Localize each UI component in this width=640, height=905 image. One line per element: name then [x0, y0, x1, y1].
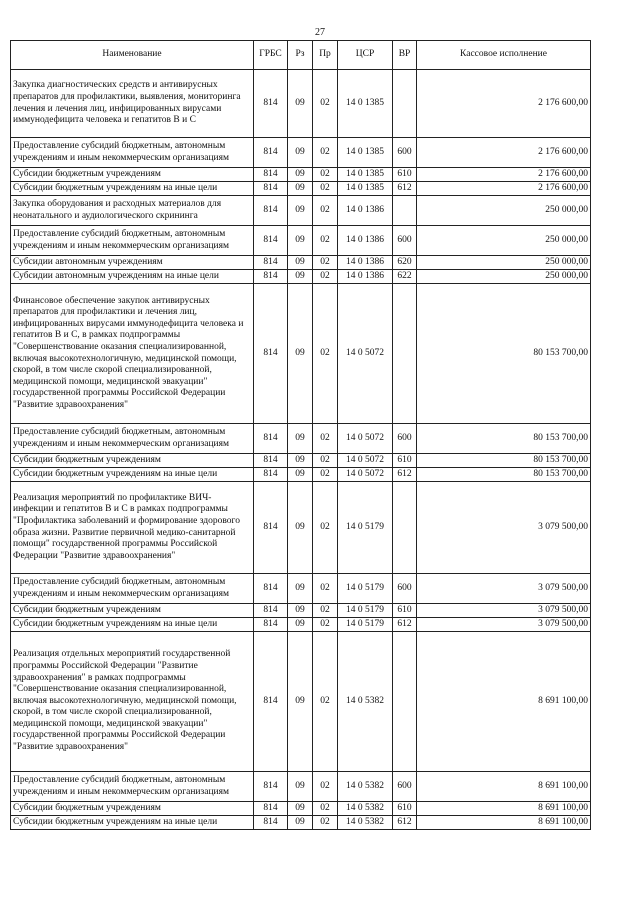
table-row [11, 632, 591, 772]
cell-csr: 14 0 1385 [338, 168, 393, 182]
cell-vr: 600 [393, 424, 417, 454]
cell-name: Субсидии бюджетным учреждениям [11, 802, 254, 816]
cell-rz: 09 [288, 468, 313, 482]
table-row [11, 574, 591, 604]
page-number: 27 [315, 27, 325, 38]
cell-grbs: 814 [254, 772, 288, 802]
cell-rz: 09 [288, 604, 313, 618]
table-row [11, 468, 591, 482]
cell-name: Реализация отдельных мероприятий государственной программы Российской Федерации "Развитие здравоохранения" в рамках подпрограммы "Совершенствование оказания специализированной, включая высокотехнологичную, медицинской помощи, скорой, в том числе скорой специализированной, медицинской помощи, медицинской эвакуации" государственной программы Российской Федерации "Развитие здравоохранения" [11, 632, 254, 772]
cell-grbs: 814 [254, 256, 288, 270]
cell-amount: 8 691 100,00 [417, 816, 591, 830]
cell-amount: 3 079 500,00 [417, 618, 591, 632]
cell-vr [393, 482, 417, 574]
cell-grbs: 814 [254, 168, 288, 182]
cell-vr: 612 [393, 816, 417, 830]
cell-amount: 8 691 100,00 [417, 772, 591, 802]
cell-amount: 250 000,00 [417, 226, 591, 256]
cell-csr: 14 0 5382 [338, 816, 393, 830]
table-row [11, 802, 591, 816]
cell-pr: 02 [313, 468, 338, 482]
cell-name: Субсидии бюджетным учреждениям [11, 168, 254, 182]
cell-pr: 02 [313, 168, 338, 182]
cell-rz: 09 [288, 454, 313, 468]
cell-grbs: 814 [254, 802, 288, 816]
cell-csr: 14 0 5382 [338, 772, 393, 802]
cell-grbs: 814 [254, 632, 288, 772]
cell-vr: 612 [393, 468, 417, 482]
table-row [11, 424, 591, 454]
cell-pr: 02 [313, 284, 338, 424]
table-row [11, 270, 591, 284]
cell-name: Предоставление субсидий бюджетным, автономным учреждениям и иным некоммерческим организациям [11, 424, 254, 454]
cell-csr: 14 0 5072 [338, 284, 393, 424]
header-name: Наименование [11, 41, 254, 70]
cell-grbs: 814 [254, 618, 288, 632]
cell-amount: 2 176 600,00 [417, 70, 591, 138]
cell-pr: 02 [313, 772, 338, 802]
cell-vr [393, 284, 417, 424]
cell-rz: 09 [288, 802, 313, 816]
cell-rz: 09 [288, 182, 313, 196]
cell-rz: 09 [288, 168, 313, 182]
cell-vr [393, 196, 417, 226]
cell-csr: 14 0 5072 [338, 454, 393, 468]
cell-pr: 02 [313, 802, 338, 816]
cell-pr: 02 [313, 604, 338, 618]
table-row [11, 138, 591, 168]
cell-grbs: 814 [254, 424, 288, 454]
cell-name: Субсидии бюджетным учреждениям на иные цели [11, 816, 254, 830]
cell-amount: 80 153 700,00 [417, 468, 591, 482]
cell-rz: 09 [288, 618, 313, 632]
table-header-row [11, 41, 591, 70]
cell-vr: 610 [393, 168, 417, 182]
cell-grbs: 814 [254, 284, 288, 424]
cell-vr: 622 [393, 270, 417, 284]
cell-pr: 02 [313, 256, 338, 270]
cell-rz: 09 [288, 70, 313, 138]
header-vr: ВР [393, 41, 417, 70]
cell-amount: 2 176 600,00 [417, 138, 591, 168]
table-row [11, 256, 591, 270]
cell-grbs: 814 [254, 482, 288, 574]
table-row [11, 454, 591, 468]
cell-vr [393, 70, 417, 138]
cell-grbs: 814 [254, 816, 288, 830]
cell-vr: 620 [393, 256, 417, 270]
cell-vr: 600 [393, 226, 417, 256]
table-row [11, 226, 591, 256]
cell-name: Предоставление субсидий бюджетным, автономным учреждениям и иным некоммерческим организациям [11, 574, 254, 604]
cell-vr: 600 [393, 138, 417, 168]
table-row [11, 196, 591, 226]
cell-vr: 610 [393, 454, 417, 468]
cell-grbs: 814 [254, 70, 288, 138]
cell-pr: 02 [313, 574, 338, 604]
cell-vr: 610 [393, 802, 417, 816]
table-row [11, 618, 591, 632]
cell-grbs: 814 [254, 604, 288, 618]
header-rz: Рз [288, 41, 313, 70]
cell-amount: 80 153 700,00 [417, 284, 591, 424]
table-row [11, 482, 591, 574]
cell-csr: 14 0 5179 [338, 482, 393, 574]
cell-vr [393, 632, 417, 772]
cell-csr: 14 0 1386 [338, 226, 393, 256]
table-row [11, 168, 591, 182]
table-body [11, 70, 591, 830]
header-csr: ЦСР [338, 41, 393, 70]
header-pr: Пр [313, 41, 338, 70]
cell-rz: 09 [288, 482, 313, 574]
cell-vr: 600 [393, 574, 417, 604]
cell-csr: 14 0 1385 [338, 182, 393, 196]
cell-csr: 14 0 5179 [338, 574, 393, 604]
cell-grbs: 814 [254, 574, 288, 604]
cell-pr: 02 [313, 196, 338, 226]
cell-grbs: 814 [254, 196, 288, 226]
cell-grbs: 814 [254, 226, 288, 256]
cell-pr: 02 [313, 226, 338, 256]
cell-vr: 612 [393, 182, 417, 196]
cell-amount: 80 153 700,00 [417, 424, 591, 454]
cell-name: Предоставление субсидий бюджетным, автономным учреждениям и иным некоммерческим организациям [11, 772, 254, 802]
cell-pr: 02 [313, 482, 338, 574]
cell-csr: 14 0 5179 [338, 618, 393, 632]
cell-grbs: 814 [254, 182, 288, 196]
cell-rz: 09 [288, 284, 313, 424]
cell-name: Предоставление субсидий бюджетным, автономным учреждениям и иным некоммерческим организациям [11, 138, 254, 168]
cell-csr: 14 0 5382 [338, 802, 393, 816]
cell-name: Субсидии бюджетным учреждениям на иные цели [11, 618, 254, 632]
cell-rz: 09 [288, 196, 313, 226]
table-row [11, 182, 591, 196]
cell-rz: 09 [288, 772, 313, 802]
cell-amount: 250 000,00 [417, 196, 591, 226]
cell-pr: 02 [313, 138, 338, 168]
cell-name: Закупка диагностических средств и антивирусных препаратов для профилактики, выявления, мониторинга лечения и лечения лиц, инфицированных вирусами иммунодефицита человека и гепатитов В и С [11, 70, 254, 138]
cell-csr: 14 0 5382 [338, 632, 393, 772]
cell-pr: 02 [313, 270, 338, 284]
cell-csr: 14 0 5072 [338, 424, 393, 454]
cell-grbs: 814 [254, 454, 288, 468]
cell-name: Реализация мероприятий по профилактике ВИЧ-инфекции и гепатитов В и С в рамках подпрограммы "Профилактика заболеваний и формирование здорового образа жизни. Развитие первичной медико-санитарной помощи" государственной программы Российской Федерации "Развитие здравоохранения" [11, 482, 254, 574]
cell-amount: 3 079 500,00 [417, 574, 591, 604]
cell-pr: 02 [313, 618, 338, 632]
cell-amount: 2 176 600,00 [417, 182, 591, 196]
cell-vr: 612 [393, 618, 417, 632]
cell-name: Субсидии автономным учреждениям [11, 256, 254, 270]
cell-rz: 09 [288, 632, 313, 772]
cell-rz: 09 [288, 270, 313, 284]
cell-name: Субсидии автономным учреждениям на иные цели [11, 270, 254, 284]
cell-csr: 14 0 1385 [338, 70, 393, 138]
cell-amount: 2 176 600,00 [417, 168, 591, 182]
cell-pr: 02 [313, 424, 338, 454]
table-row [11, 772, 591, 802]
cell-amount: 8 691 100,00 [417, 632, 591, 772]
cell-grbs: 814 [254, 468, 288, 482]
cell-name: Субсидии бюджетным учреждениям [11, 454, 254, 468]
cell-vr: 600 [393, 772, 417, 802]
cell-csr: 14 0 5179 [338, 604, 393, 618]
cell-amount: 3 079 500,00 [417, 482, 591, 574]
cell-rz: 09 [288, 424, 313, 454]
cell-vr: 610 [393, 604, 417, 618]
table-row [11, 604, 591, 618]
cell-grbs: 814 [254, 270, 288, 284]
cell-pr: 02 [313, 182, 338, 196]
cell-amount: 80 153 700,00 [417, 454, 591, 468]
cell-rz: 09 [288, 574, 313, 604]
cell-name: Субсидии бюджетным учреждениям [11, 604, 254, 618]
cell-name: Субсидии бюджетным учреждениям на иные цели [11, 468, 254, 482]
cell-name: Предоставление субсидий бюджетным, автономным учреждениям и иным некоммерческим организациям [11, 226, 254, 256]
cell-csr: 14 0 1386 [338, 256, 393, 270]
cell-amount: 8 691 100,00 [417, 802, 591, 816]
cell-pr: 02 [313, 454, 338, 468]
cell-amount: 250 000,00 [417, 256, 591, 270]
budget-table [10, 40, 591, 830]
cell-name: Финансовое обеспечение закупок антивирусных препаратов для профилактики и лечения лиц, инфицированных вирусами иммунодефицита человека и гепатитов В и С, в рамках подпрограммы "Совершенствование оказания специализированной, включая высокотехнологичную, медицинской помощи, скорой, в том числе скорой специализированной, медицинской помощи, медицинской эвакуации" государственной программы Российской Федерации "Развитие здравоохранения" [11, 284, 254, 424]
cell-pr: 02 [313, 70, 338, 138]
cell-csr: 14 0 1386 [338, 270, 393, 284]
cell-csr: 14 0 1386 [338, 196, 393, 226]
header-amount: Кассовое исполнение [417, 41, 591, 70]
cell-csr: 14 0 1385 [338, 138, 393, 168]
cell-csr: 14 0 5072 [338, 468, 393, 482]
cell-name: Субсидии бюджетным учреждениям на иные цели [11, 182, 254, 196]
table-row [11, 284, 591, 424]
table-row [11, 816, 591, 830]
cell-name: Закупка оборудования и расходных материалов для неонатального и аудиологического скрининга [11, 196, 254, 226]
cell-rz: 09 [288, 816, 313, 830]
header-grbs: ГРБС [254, 41, 288, 70]
cell-pr: 02 [313, 632, 338, 772]
cell-amount: 250 000,00 [417, 270, 591, 284]
cell-amount: 3 079 500,00 [417, 604, 591, 618]
table-row [11, 70, 591, 138]
cell-rz: 09 [288, 256, 313, 270]
cell-grbs: 814 [254, 138, 288, 168]
cell-rz: 09 [288, 226, 313, 256]
cell-rz: 09 [288, 138, 313, 168]
cell-pr: 02 [313, 816, 338, 830]
